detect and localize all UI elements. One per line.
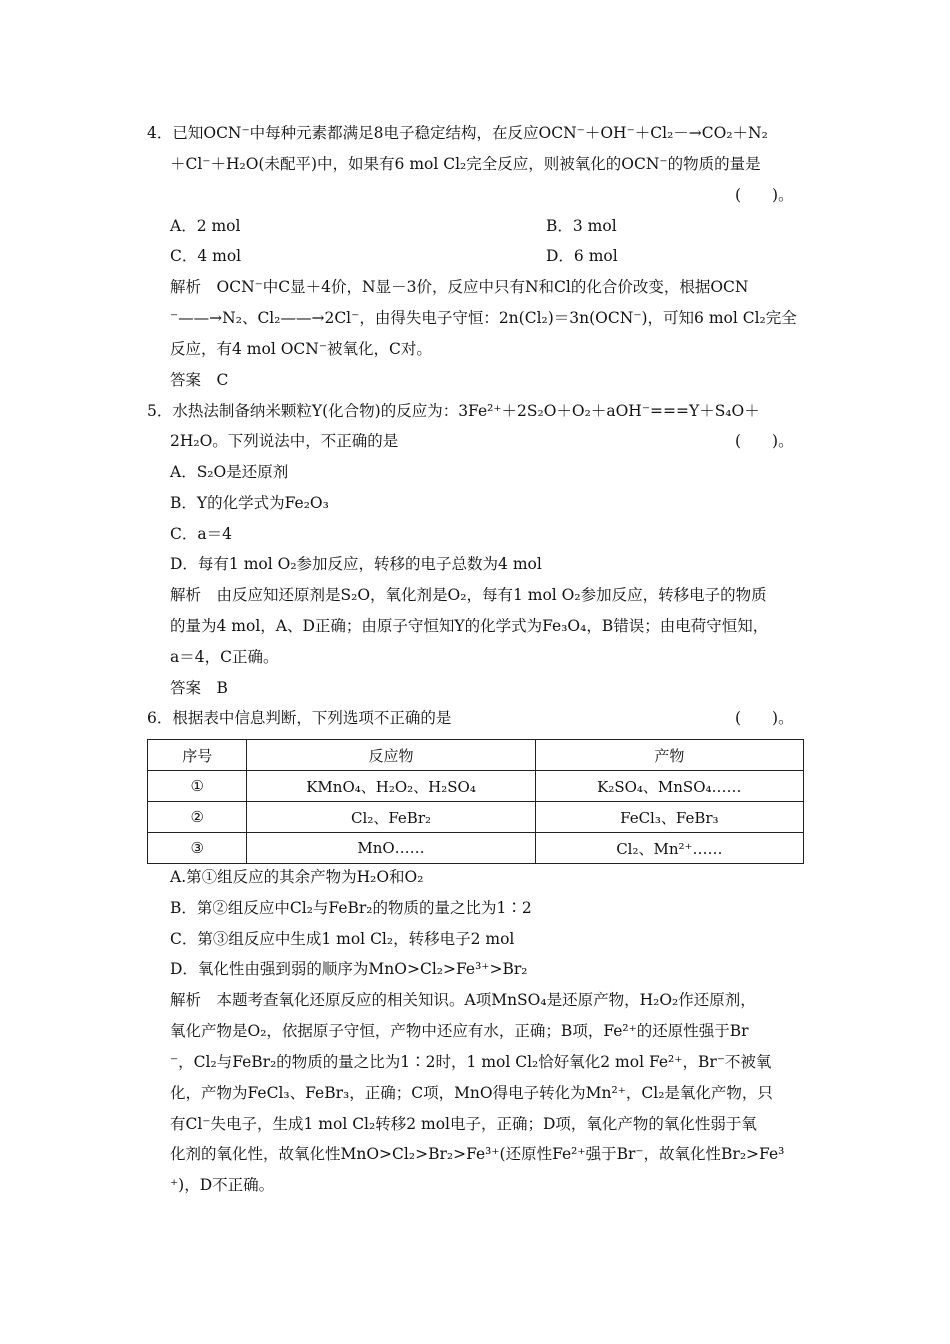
info-table (147, 739, 804, 864)
q4-option-c: C．4 mol (170, 247, 242, 265)
table-cell: ① (148, 771, 247, 802)
q6-option-a: A.第①组反应的其余产物为H₂O和O₂ (170, 868, 424, 886)
table-row (148, 802, 804, 833)
q6-analysis-line-3: ⁻，Cl₂与FeBr₂的物质的量之比为1∶2时，1 mol Cl₂恰好氧化2 mol Fe²⁺，Br⁻不被氧 (170, 1053, 772, 1071)
table-row (148, 833, 804, 864)
q4-analysis-line-3: 反应，有4 mol OCN⁻被氧化，C对。 (170, 340, 432, 358)
header-cell-products: 产物 (535, 740, 803, 771)
table-cell: KMnO₄、H₂O₂、H₂SO₄ (247, 771, 535, 802)
table-cell: ③ (148, 833, 247, 864)
q6-answer-paren: ( )。 (735, 709, 794, 727)
table-header-row (148, 740, 804, 771)
q5-stem-line-1: 5．水热法制备纳米颗粒Y(化合物)的反应为：3Fe²⁺＋2S₂O＋O₂＋aOH⁻===Y＋S₄O＋ (147, 402, 760, 420)
header-cell-reactants: 反应物 (247, 740, 535, 771)
q5-option-b: B．Y的化学式为Fe₂O₃ (170, 494, 329, 512)
q5-option-d: D．每有1 mol O₂参加反应，转移的电子总数为4 mol (170, 555, 542, 573)
table-row (148, 771, 804, 802)
q6-analysis-line-4: 化，产物为FeCl₃、FeBr₃，正确；C项，MnO得电子转化为Mn²⁺，Cl₂是氧化产物，只 (170, 1084, 773, 1102)
table-cell: FeCl₃、FeBr₃ (535, 802, 803, 833)
q6-stem: 6．根据表中信息判断，下列选项不正确的是 (147, 709, 452, 727)
q5-answer: 答案 B (170, 679, 228, 697)
q6-analysis-line-5: 有Cl⁻失电子，生成1 mol Cl₂转移2 mol电子，正确；D项，氧化产物的氧化性弱于氧 (170, 1115, 757, 1133)
table-cell: Cl₂、Mn²⁺…… (535, 833, 803, 864)
q4-option-b: B．3 mol (546, 217, 617, 235)
q5-analysis-line-3: a＝4，C正确。 (170, 648, 279, 666)
q4-analysis-line-2: ⁻——→N₂、Cl₂——→2Cl⁻，由得失电子守恒：2n(Cl₂)＝3n(OCN⁻)，可知6 mol Cl₂完全 (170, 309, 797, 327)
header-cell-index: 序号 (148, 740, 247, 771)
q4-stem-line-1: 4．已知OCN⁻中每种元素都满足8电子稳定结构，在反应OCN⁻＋OH⁻＋Cl₂－→CO₂＋N₂ (147, 124, 768, 142)
q5-analysis-line-1: 解析 由反应知还原剂是S₂O，氧化剂是O₂，每有1 mol O₂参加反应，转移电子的物质 (170, 586, 767, 604)
q6-option-c: C．第③组反应中生成1 mol Cl₂，转移电子2 mol (170, 930, 515, 948)
table-cell: Cl₂、FeBr₂ (247, 802, 535, 833)
table-cell: MnO…… (247, 833, 535, 864)
q4-option-a: A．2 mol (170, 217, 241, 235)
q6-analysis-line-1: 解析 本题考查氧化还原反应的相关知识。A项MnSO₄是还原产物，H₂O₂作还原剂， (170, 991, 756, 1009)
q4-option-d: D．6 mol (546, 247, 618, 265)
table-cell: ② (148, 802, 247, 833)
q6-analysis-line-7: ⁺)，D不正确。 (170, 1176, 275, 1194)
table-cell: K₂SO₄、MnSO₄…… (535, 771, 803, 802)
q5-option-c: C．a＝4 (170, 525, 232, 543)
q6-option-d: D．氧化性由强到弱的顺序为MnO>Cl₂>Fe³⁺>Br₂ (170, 960, 528, 978)
q6-option-b: B．第②组反应中Cl₂与FeBr₂的物质的量之比为1∶2 (170, 899, 532, 917)
q5-analysis-line-2: 的量为4 mol，A、D正确；由原子守恒知Y的化学式为Fe₃O₄，B错误；由电荷守恒知， (170, 617, 769, 635)
q5-answer-paren: ( )。 (735, 432, 794, 450)
q5-stem-line-2: 2H₂O。下列说法中，不正确的是 (170, 432, 399, 450)
q4-answer-paren: ( )。 (735, 186, 794, 204)
q4-analysis-line-1: 解析 OCN⁻中C显＋4价，N显－3价，反应中只有N和Cl的化合价改变，根据OCN (170, 278, 749, 296)
q4-answer: 答案 C (170, 371, 229, 389)
q6-analysis-line-2: 氧化产物是O₂，依据原子守恒，产物中还应有水，正确；B项，Fe²⁺的还原性强于Br (170, 1022, 749, 1040)
q4-stem-line-2: ＋Cl⁻＋H₂O(未配平)中，如果有6 mol Cl₂完全反应，则被氧化的OCN⁻的物质的量是 (170, 155, 761, 173)
q5-option-a: A．S₂O是还原剂 (170, 463, 289, 481)
q6-analysis-line-6: 化剂的氧化性，故氧化性MnO>Cl₂>Br₂>Fe³⁺(还原性Fe²⁺强于Br⁻，故氧化性Br₂>Fe³ (170, 1145, 785, 1163)
